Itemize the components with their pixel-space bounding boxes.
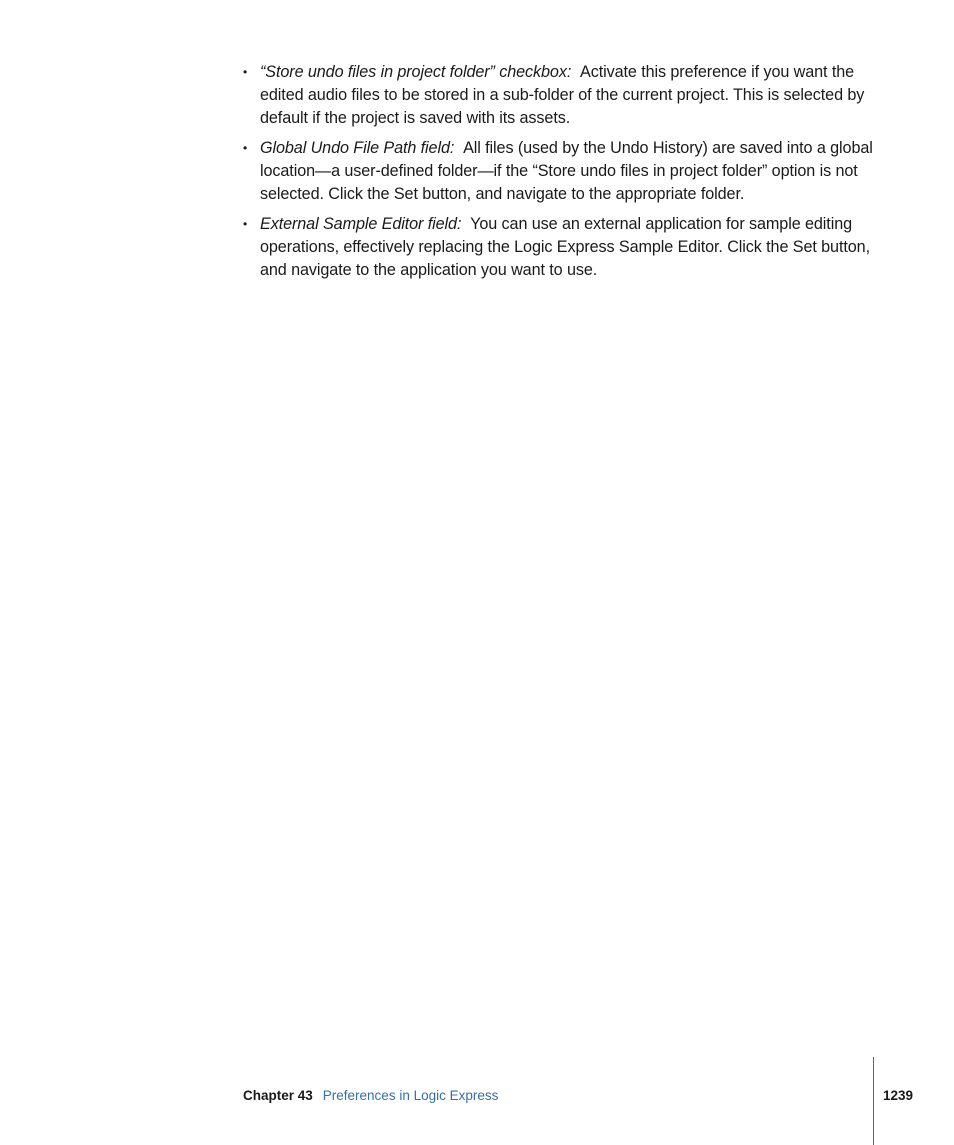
list-item xyxy=(243,137,879,206)
footer-divider xyxy=(873,1057,874,1145)
list-item xyxy=(243,61,879,130)
chapter-label: Chapter 43 xyxy=(243,1088,313,1103)
bullet-marker: • xyxy=(243,65,248,79)
item-term: External Sample Editor field: xyxy=(260,215,462,233)
item-term: “Store undo files in project folder” checkbox: xyxy=(260,63,572,81)
page-number: 1239 xyxy=(883,1088,914,1103)
item-term: Global Undo File Path field: xyxy=(260,139,455,157)
item-description: Activate this preference if you want the edited audio files to be stored in a sub-folder of the current project. This is selected by default if the project is saved with its assets. xyxy=(260,63,865,127)
chapter-title: Preferences in Logic Express xyxy=(322,1088,499,1103)
bullet-marker: • xyxy=(243,141,248,155)
item-description: All files (used by the Undo History) are saved into a global location—a user-defined folder—if the “Store undo files in project folder” option is not selected. Click the Set button, and navigate to the appropriate folder. xyxy=(260,139,873,203)
bullet-list xyxy=(243,61,879,289)
list-item xyxy=(243,213,879,282)
bullet-marker: • xyxy=(243,217,248,231)
page-footer xyxy=(243,1087,498,1105)
item-description: You can use an external application for sample editing operations, effectively replacing the Logic Express Sample Editor. Click the Set button, and navigate to the application you want to use. xyxy=(260,215,870,279)
